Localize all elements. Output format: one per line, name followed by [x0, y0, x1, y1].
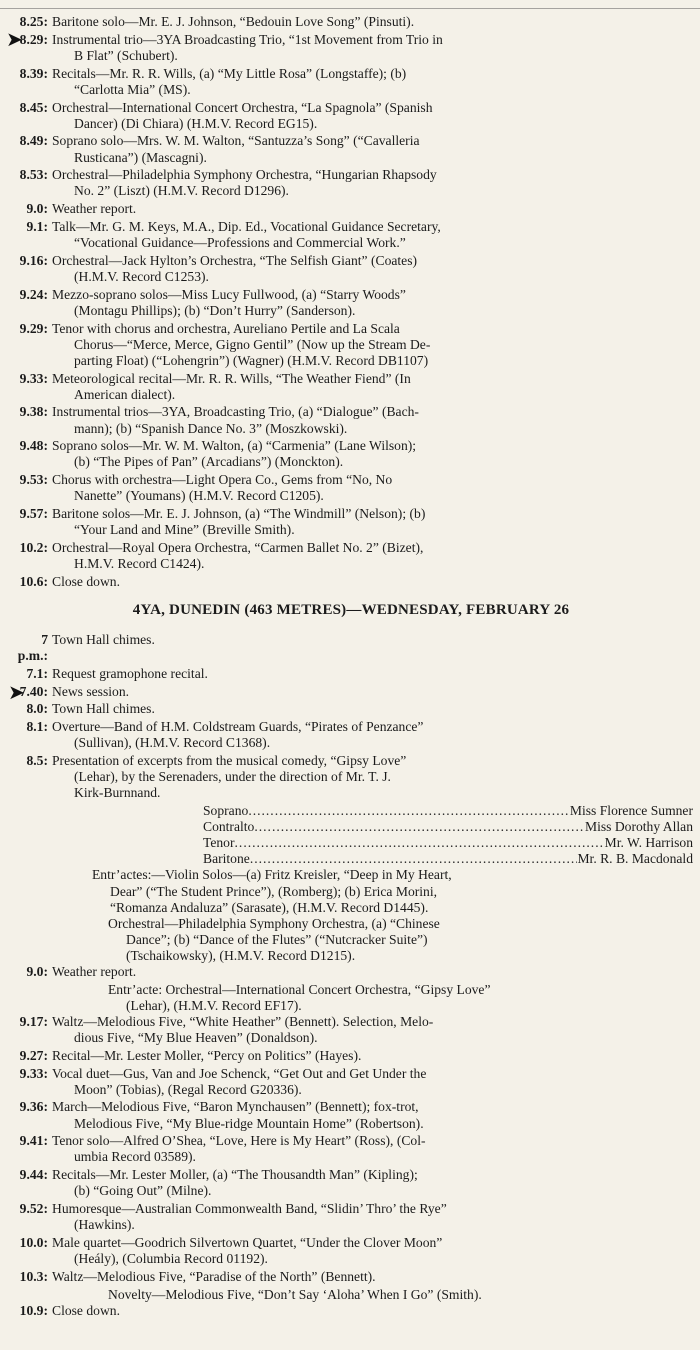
- entry-text: [52, 404, 694, 436]
- program-entry: [8, 506, 694, 538]
- entry-time: 7.1:: [26, 665, 48, 681]
- program-entry: [8, 574, 694, 590]
- entry-time: 9.33:: [19, 1065, 48, 1081]
- program-entry: [8, 438, 694, 470]
- program-section-4ya-part2: [8, 1014, 694, 1285]
- program-entry: [8, 133, 694, 165]
- cast-performer: Mr. R. B. Macdonald: [577, 851, 693, 867]
- top-rule: [0, 0, 700, 9]
- close-down-entry: [8, 1303, 694, 1319]
- entry-time: 9.24:: [19, 286, 48, 302]
- entry-line: (Hawkins).: [74, 1217, 135, 1233]
- entry-line: Weather report.: [52, 963, 137, 979]
- entry-time: 7.40:: [19, 683, 48, 699]
- entry-text: [52, 753, 694, 801]
- program-entry: [8, 684, 694, 700]
- entry-line: Close down.: [52, 1302, 120, 1318]
- program-entry: [6, 29, 694, 64]
- program-entry: [8, 14, 694, 30]
- entry-time: 8.25:: [19, 14, 48, 29]
- entry-line: mann); (b) “Spanish Dance No. 3” (Moszkowski).: [74, 420, 348, 436]
- entry-time: 9.0:: [26, 201, 48, 217]
- cast-performer: Miss Dorothy Allan: [585, 819, 693, 835]
- entry-text: [52, 219, 694, 251]
- entry-line: Baritone solo—Mr. E. J. Johnson, “Bedouin Love Song” (Pinsuti).: [52, 14, 415, 29]
- program-section-4ya-part1: [8, 632, 694, 801]
- station-heading: 4YA, DUNEDIN (463 METRES)—WEDNESDAY, FEBRUARY 26: [132, 601, 570, 618]
- entry-line: Melodious Five, “My Blue-ridge Mountain Home” (Robertson).: [74, 1115, 424, 1131]
- entry-line: Male quartet—Goodrich Silvertown Quartet, “Under the Clover Moon”: [52, 1234, 443, 1250]
- entry-text: [52, 684, 694, 700]
- text-line: (Tschaikowsky), (H.M.V. Record D1215).: [126, 947, 356, 963]
- text-line: Entr’acte: Orchestral—International Concert Orchestra, “Gipsy Love”: [108, 981, 491, 997]
- entry-text: [52, 14, 694, 30]
- program-entry: [8, 753, 694, 801]
- entry-line: No. 2” (Liszt) (H.M.V. Record D1296).: [74, 183, 289, 199]
- entry-line: Overture—Band of H.M. Coldstream Guards, “Pirates of Penzance”: [52, 719, 424, 735]
- entry-line: Recitals—Mr. R. R. Wills, (a) “My Little Rosa” (Longstaffe); (b): [52, 65, 407, 81]
- entry-text: [52, 1066, 694, 1098]
- entry-text: [52, 287, 694, 319]
- program-entry: [8, 1066, 694, 1098]
- entry-line: Recital—Mr. Lester Moller, “Percy on Politics” (Hayes).: [52, 1047, 362, 1063]
- entry-time: 9.27:: [19, 1047, 48, 1063]
- program-entry: [8, 964, 694, 980]
- entry-text: [52, 1201, 694, 1233]
- entry-line: B Flat” (Schubert).: [74, 47, 178, 63]
- program-entry: [8, 1269, 694, 1285]
- entry-text: [52, 1269, 694, 1285]
- entry-text: [52, 701, 694, 717]
- entry-line: (H.M.V. Record C1253).: [74, 268, 209, 284]
- entry-text: [52, 506, 694, 538]
- text-line: “Romanza Andaluza” (Sarasate), (H.M.V. Record D1445).: [110, 899, 429, 915]
- entry-line: Weather report.: [52, 201, 137, 217]
- entry-line: Soprano solos—Mr. W. M. Walton, (a) “Carmenia” (Lane Wilson);: [52, 438, 417, 454]
- entry-line: Talk—Mr. G. M. Keys, M.A., Dip. Ed., Vocational Guidance Secretary,: [52, 218, 441, 234]
- weather-report-entry: [8, 964, 694, 980]
- entry-time: 10.2:: [19, 539, 48, 555]
- entry-text: [52, 1048, 694, 1064]
- entry-time: 10.9:: [19, 1302, 48, 1318]
- entractes-violin-solos: [92, 867, 694, 915]
- entry-time: 8.29:: [19, 31, 48, 47]
- leader-dots: [235, 835, 605, 851]
- entry-time: 9.53:: [19, 472, 48, 488]
- program-entry: [8, 1048, 694, 1064]
- entry-text: [52, 100, 694, 132]
- entry-text: [52, 438, 694, 470]
- entry-line: (Lehar), by the Serenaders, under the direction of Mr. T. J.: [74, 769, 391, 785]
- program-entry: [8, 287, 694, 319]
- entry-time: 8.49:: [19, 133, 48, 149]
- entry-text: [52, 1133, 694, 1165]
- program-entry: [8, 1099, 694, 1131]
- entry-time: 8.45:: [19, 99, 48, 115]
- entry-time: 9.48:: [19, 438, 48, 454]
- entry-text: [52, 574, 694, 590]
- entry-text: [52, 1167, 694, 1199]
- entry-text: [52, 1303, 694, 1319]
- entry-line: Town Hall chimes.: [52, 701, 155, 717]
- novelty-entry: [108, 1287, 694, 1303]
- entry-line: “Carlotta Mia” (MS).: [74, 81, 191, 97]
- entry-time: 8.39:: [19, 65, 48, 81]
- program-entry: [8, 472, 694, 504]
- cast-list: [203, 803, 693, 867]
- entry-line: Town Hall chimes.: [52, 631, 155, 647]
- entry-text: [52, 32, 694, 64]
- novelty-line: Novelty—Melodious Five, “Don’t Say ‘Aloha’ When I Go” (Smith).: [108, 1286, 482, 1302]
- entry-text: [52, 1014, 694, 1046]
- entry-time: 9.41:: [19, 1133, 48, 1149]
- cast-role: Soprano: [203, 803, 249, 819]
- entry-time: 9.44:: [19, 1167, 48, 1183]
- entry-line: March—Melodious Five, “Baron Mynchausen” (Bennett); fox-trot,: [52, 1099, 419, 1115]
- entry-time: 9.29:: [19, 320, 48, 336]
- entry-time: 9.17:: [19, 1013, 48, 1029]
- entry-time: 10.3:: [19, 1268, 48, 1284]
- program-entry: [8, 100, 694, 132]
- program-entry: [8, 701, 694, 717]
- entry-line: (Heály), (Columbia Record 01192).: [74, 1251, 268, 1267]
- entry-text: [52, 167, 694, 199]
- entry-line: Chorus with orchestra—Light Opera Co., Gems from “No, No: [52, 472, 393, 488]
- cast-role: Tenor: [203, 835, 235, 851]
- entry-text: [52, 201, 694, 217]
- entry-line: Presentation of excerpts from the musical comedy, “Gipsy Love”: [52, 753, 407, 769]
- program-entry: [8, 167, 694, 199]
- entry-line: “Vocational Guidance—Professions and Commercial Work.”: [74, 235, 406, 251]
- entry-time: 9.57:: [19, 506, 48, 522]
- cast-role: Contralto: [203, 819, 255, 835]
- entry-line: Instrumental trio—3YA Broadcasting Trio, “1st Movement from Trio in: [52, 31, 443, 47]
- entry-text: [52, 632, 694, 648]
- entry-line: News session.: [52, 683, 130, 699]
- entry-time: 10.6:: [19, 573, 48, 589]
- cast-performer: Miss Florence Sumner: [569, 803, 693, 819]
- entry-time: 8.5:: [26, 753, 48, 769]
- entry-time: 8.53:: [19, 167, 48, 183]
- cast-performer: Mr. W. Harrison: [604, 835, 693, 851]
- entry-line: Orchestral—Royal Opera Orchestra, “Carmen Ballet No. 2” (Bizet),: [52, 539, 424, 555]
- program-entry: [8, 404, 694, 436]
- entry-line: parting Float) (“Lohengrin”) (Wagner) (H.M.V. Record DB1107): [74, 352, 429, 368]
- orchestral-interlude: [108, 916, 694, 964]
- entry-text: [52, 964, 694, 980]
- entry-text: [52, 540, 694, 572]
- entry-line: Request gramophone recital.: [52, 665, 208, 681]
- entry-line: H.M.V. Record C1424).: [74, 556, 205, 571]
- entry-time: 9.36:: [19, 1099, 48, 1115]
- entry-line: Meteorological recital—Mr. R. R. Wills, “The Weather Fiend” (In: [52, 370, 411, 386]
- program-entry: [8, 1201, 694, 1233]
- leader-dots: [254, 819, 585, 835]
- program-entry: [8, 1167, 694, 1199]
- text-line: Dance”; (b) “Dance of the Flutes” (“Nutcracker Suite”): [126, 931, 428, 947]
- text-line: Entr’actes:—Violin Solos—(a) Fritz Kreisler, “Deep in My Heart,: [92, 867, 452, 883]
- program-entry: [8, 321, 694, 369]
- entry-line: Tenor with chorus and orchestra, Aureliano Pertile and La Scala: [52, 320, 400, 336]
- entry-line: Orchestral—International Concert Orchestra, “La Spagnola” (Spanish: [52, 99, 433, 115]
- program-entry: [8, 666, 694, 682]
- entry-line: Humoresque—Australian Commonwealth Band, “Slidin’ Thro’ the Rye”: [52, 1201, 447, 1217]
- program-entry: [8, 201, 694, 217]
- entry-time: 9.1:: [26, 218, 48, 234]
- entry-line: umbia Record 03589).: [74, 1149, 196, 1165]
- entracte-gipsy-love: [108, 982, 694, 1014]
- entry-time: 9.33:: [19, 370, 48, 386]
- program-entry: [8, 253, 694, 285]
- text-line: Dear” (“The Student Prince”), (Romberg); (b) Erica Morini,: [110, 883, 438, 899]
- entry-time: 7 p.m.:: [17, 631, 48, 664]
- entry-text: [52, 1099, 694, 1131]
- entry-line: Instrumental trios—3YA, Broadcasting Trio, (a) “Dialogue” (Bach-: [52, 404, 419, 420]
- pencil-arrow-mark-icon: ➤: [6, 29, 23, 51]
- cast-row: [203, 803, 693, 819]
- entry-line: Recitals—Mr. Lester Moller, (a) “The Thousandth Man” (Kipling);: [52, 1167, 418, 1183]
- entry-time: 9.0:: [26, 963, 48, 979]
- program-entry: [8, 371, 694, 403]
- program-entry: [8, 1014, 694, 1046]
- entry-time: 9.52:: [19, 1201, 48, 1217]
- cast-row: [203, 819, 693, 835]
- entry-line: Moon” (Tobias), (Regal Record G20336).: [74, 1081, 302, 1097]
- cast-role: Baritone: [203, 851, 250, 867]
- program-entry: [8, 66, 694, 98]
- entry-line: Rusticana”) (Mascagni).: [74, 149, 207, 165]
- program-entry: [8, 632, 694, 664]
- entry-text: [52, 133, 694, 165]
- program-entry: [8, 540, 694, 572]
- program-section-3ya: [8, 14, 694, 590]
- program-entry: [8, 1303, 694, 1319]
- entry-time: 9.38:: [19, 404, 48, 420]
- entry-line: Close down.: [52, 573, 120, 589]
- entry-time: 9.16:: [19, 252, 48, 268]
- entry-line: Vocal duet—Gus, Van and Joe Schenck, “Get Out and Get Under the: [52, 1065, 427, 1081]
- entry-text: [52, 371, 694, 403]
- program-entry: [8, 1133, 694, 1165]
- entry-line: Baritone solos—Mr. E. J. Johnson, (a) “The Windmill” (Nelson); (b): [52, 506, 426, 522]
- entry-time: 8.1:: [26, 719, 48, 735]
- entry-line: (Montagu Phillips); (b) “Don’t Hurry” (Sanderson).: [74, 302, 356, 318]
- entry-text: [52, 472, 694, 504]
- entry-line: Tenor solo—Alfred O’Shea, “Love, Here is My Heart” (Ross), (Col-: [52, 1133, 426, 1149]
- entry-line: dious Five, “My Blue Heaven” (Donaldson).: [74, 1030, 318, 1046]
- cast-row: [203, 835, 693, 851]
- entry-text: [52, 1235, 694, 1267]
- leader-dots: [248, 803, 570, 819]
- entry-line: American dialect).: [74, 386, 176, 402]
- program-entry: [8, 1235, 694, 1267]
- text-line: (Lehar), (H.M.V. Record EF17).: [126, 997, 302, 1013]
- entry-line: (b) “The Pipes of Pan” (Arcadians”) (Monckton).: [74, 454, 344, 470]
- entry-time: 8.0:: [26, 701, 48, 717]
- pencil-arrow-mark-icon: ➤: [8, 682, 25, 704]
- entry-time: 10.0:: [19, 1234, 48, 1250]
- text-line: Orchestral—Philadelphia Symphony Orchestra, (a) “Chinese: [108, 915, 440, 931]
- entry-line: Dancer) (Di Chiara) (H.M.V. Record EG15).: [74, 115, 318, 131]
- entry-line: “Your Land and Mine” (Breville Smith).: [74, 522, 295, 538]
- entry-line: (Sullivan), (H.M.V. Record C1368).: [74, 735, 271, 751]
- entry-line: Kirk-Burnnand.: [74, 785, 161, 801]
- entry-line: Soprano solo—Mrs. W. M. Walton, “Santuzza’s Song” (“Cavalleria: [52, 133, 420, 149]
- program-entry: [8, 719, 694, 751]
- leader-dots: [250, 851, 578, 867]
- cast-row: [203, 851, 693, 867]
- entry-line: Mezzo-soprano solos—Miss Lucy Fullwood, (a) “Starry Woods”: [52, 286, 406, 302]
- entry-text: [52, 321, 694, 369]
- program-entry: [8, 219, 694, 251]
- entry-line: Waltz—Melodious Five, “Paradise of the North” (Bennett).: [52, 1268, 376, 1284]
- entry-line: Nanette” (Youmans) (H.M.V. Record C1205).: [74, 488, 324, 504]
- entry-line: Waltz—Melodious Five, “White Heather” (Bennett). Selection, Melo-: [52, 1013, 434, 1029]
- entry-line: Chorus—“Merce, Merce, Gigno Gentil” (Now up the Stream De-: [74, 336, 431, 352]
- entry-line: Orchestral—Jack Hylton’s Orchestra, “The Selfish Giant” (Coates): [52, 252, 418, 268]
- entry-text: [52, 666, 694, 682]
- entry-line: (b) “Going Out” (Milne).: [74, 1183, 212, 1199]
- entry-text: [52, 719, 694, 751]
- entry-text: [52, 66, 694, 98]
- entry-text: [52, 253, 694, 285]
- entry-line: Orchestral—Philadelphia Symphony Orchestra, “Hungarian Rhapsody: [52, 167, 437, 183]
